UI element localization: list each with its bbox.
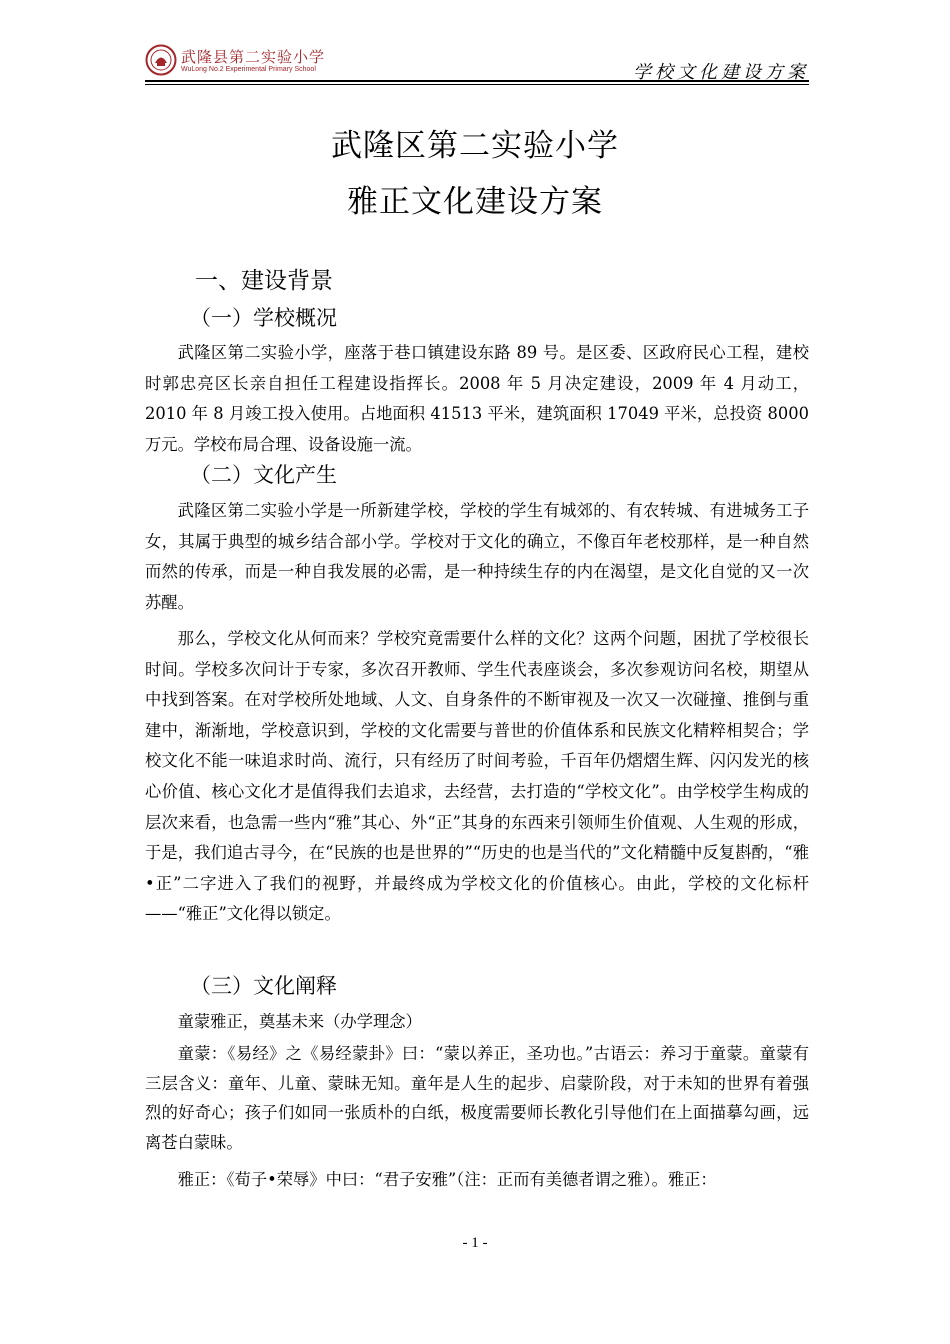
paragraph-overview: 武隆区第二实验小学，座落于巷口镇建设东路 89 号。是区委、区政府民心工程，建校时郭忠亮区长亲自担任工程建设指挥长。2008 年 5 月决定建设，2009 年 4 月动工，2010 年 8 月竣工投入使用。占地面积 41513 平米，建筑面积 17049 平米，总投资 8000 万元。学校布局合理、设备设施一流。: [145, 343, 809, 454]
subsection-heading-origin: （二）文化产生: [190, 463, 337, 487]
subsection-heading-interpretation: （三）文化阐释: [190, 974, 337, 998]
header-rule-thin: [145, 84, 809, 85]
paragraph-yazheng: 雅正：《荀子•荣辱》中曰：“君子安雅”（注：正而有美德者谓之雅）。雅正：: [177, 1170, 717, 1189]
logo-school-name-en: WuLong No.2 Experimental Primary School: [181, 66, 316, 73]
paragraph-tongmeng: 童蒙：《易经》之《易经蒙卦》曰：“蒙以养正，圣功也。”古语云：养习于童蒙。童蒙有三层含义：童年、儿童、蒙昧无知。童年是人生的起步、启蒙阶段，对于未知的世界有着强烈的好奇心；孩子们如同一张质朴的白纸，极度需要师长教化引导他们在上面描摹勾画，远离苍白蒙昧。: [145, 1044, 809, 1152]
paragraph-motto: 童蒙雅正，奠基未来（办学理念）: [177, 1012, 422, 1031]
logo-school-name: 武隆县第二实验小学: [181, 48, 326, 66]
page-number: - 1 -: [462, 1235, 488, 1251]
doc-title-line2: 雅正文化建设方案: [347, 184, 603, 220]
header-doc-title: 学校文化建设方案: [633, 62, 809, 83]
subsection-heading-overview: （一）学校概况: [190, 306, 337, 330]
paragraph-origin-2: 那么，学校文化从何而来？学校究竟需要什么样的文化？这两个问题，困扰了学校很长时间。学校多次问计于专家，多次召开教师、学生代表座谈会，多次参观访问名校，期望从中找到答案。在对学校所处地域、人文、自身条件的不断审视及一次又一次碰撞、推倒与重建中，渐渐地，学校意识到，学校的文化需要与普世的价值体系和民族文化精粹相契合；学校文化不能一味追求时尚、流行，只有经历了时间考验，千百年仍熠熠生辉、闪闪发光的核心价值、核心文化才是值得我们去追求，去经营，去打造的“学校文化”。由学校学生构成的层次来看，也急需一些内“雅”其心、外“正”其身的东西来引领师生价值观、人生观的形成，于是，我们追古寻今，在“民族的也是世界的”“历史的也是当代的”文化精髓中反复斟酌，“雅•正”二字进入了我们的视野，并最终成为学校文化的价值核心。由此，学校的文化标杆——“雅正”文化得以锁定。: [145, 629, 809, 924]
paragraph-origin-1: 武隆区第二实验小学是一所新建学校，学校的学生有城郊的、有农转城、有进城务工子女，其属于典型的城乡结合部小学。学校对于文化的确立，不像百年老校那样，是一种自然而然的传承，而是一种自我发展的必需，是一种持续生存的内在渴望，是文化自觉的又一次苏醒。: [145, 501, 809, 612]
page-header: [145, 40, 809, 84]
school-logo-icon: [145, 44, 177, 76]
header-rule-thick: [145, 80, 809, 82]
doc-title-line1: 武隆区第二实验小学: [331, 128, 619, 164]
section-heading-background: 一、建设背景: [195, 268, 333, 294]
